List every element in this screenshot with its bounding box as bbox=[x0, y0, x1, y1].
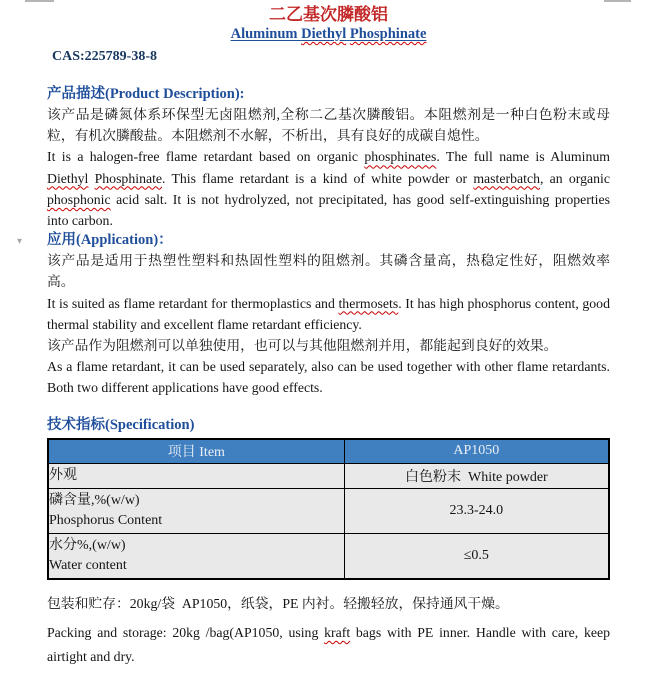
application-paragraph-cn2: 该产品作为阻燃剂可以单独使用，也可以与其他阻燃剂并用，都能起到良好的效果。 bbox=[47, 338, 558, 354]
spec-value: ≤0.5 bbox=[344, 533, 609, 579]
spellcheck-word: thermosets bbox=[338, 295, 399, 311]
table-row bbox=[48, 533, 609, 579]
section-heading-description: 产品描述(Product Description): bbox=[47, 86, 245, 102]
subtitle-spellcheck-word: Phosphinate bbox=[349, 26, 427, 42]
packing-paragraph-cn: 包装和贮存：20kg/袋 AP1050，纸袋，PE 内衬。轻搬轻放，保持通风干燥。 bbox=[47, 595, 509, 611]
table-header-item: 项目 Item bbox=[48, 439, 344, 464]
description-paragraph-cn: 该产品是磷氮体系环保型无卤阻燃剂,全称二乙基次膦酸铝。本阻燃剂是一种白色粉末或母粒，有机次膦酸盐。本阻燃剂不水解，不析出，具有良好的成碳自熄性。 bbox=[47, 107, 610, 144]
spec-name-cn: 水分%,(w/w) bbox=[49, 537, 126, 553]
table-header-row bbox=[48, 439, 609, 464]
application-paragraph-cn1: 该产品是适用于热塑性塑料和热固性塑料的阻燃剂。其磷含量高，热稳定性好，阻燃效率高。 bbox=[47, 253, 610, 290]
cas-number: CAS:225789-38-8 bbox=[52, 49, 157, 64]
subtitle-text: Aluminum bbox=[230, 26, 302, 42]
spec-name-en: Water content bbox=[49, 557, 127, 573]
description-paragraph-en: It is a halogen-free flame retardant based on organic phosphinates. The full name is Aluminum Diethyl Phosphinate. This flame retardant is a kind of white powder or masterbatch, an organic phosphonic acid salt. It is not hydrolyzed, not precipitated, has good self-extinguishing properties into carbon. bbox=[47, 149, 614, 229]
section-heading-specification: 技术指标(Specification) bbox=[47, 416, 195, 433]
table-row bbox=[48, 488, 609, 533]
spec-name-cn: 磷含量,%(w/w) bbox=[49, 492, 140, 508]
spec-name-cn: 外观 bbox=[49, 467, 77, 483]
table-header-grade: AP1050 bbox=[344, 439, 609, 464]
spellcheck-word: Diethyl bbox=[47, 170, 89, 186]
application-paragraph-en1: It is suited as flame retardant for thermoplastics and thermosets. It has high phosphorus content, good thermal stability and excellent flame retardant efficiency. bbox=[47, 295, 614, 332]
spellcheck-word: phosphinates bbox=[364, 149, 437, 165]
specification-table bbox=[47, 438, 610, 580]
spellcheck-word: kraft bbox=[324, 624, 351, 640]
collapse-arrow-icon: ▾ bbox=[17, 236, 23, 247]
table-row bbox=[48, 463, 609, 488]
application-paragraph-en2: As a flame retardant, it can be used separately, also can be used together with other flame retardants. Both two different applications have good effects. bbox=[47, 359, 614, 396]
spellcheck-word: Phosphinate bbox=[94, 170, 163, 186]
page-subtitle bbox=[47, 26, 610, 43]
document-content bbox=[47, 0, 614, 669]
spellcheck-word: phosphonic bbox=[47, 191, 111, 207]
spec-value: 23.3-24.0 bbox=[344, 488, 609, 533]
spec-value: 白色粉末 White powder bbox=[344, 463, 609, 488]
spec-name-en: Phosphorus Content bbox=[49, 512, 163, 528]
section-heading-application: 应用(Application)： bbox=[47, 232, 173, 249]
subtitle-spellcheck-word: Diethyl bbox=[301, 26, 347, 42]
spellcheck-word: masterbatch bbox=[473, 170, 540, 186]
page-title: 二乙基次膦酸铝 bbox=[269, 5, 388, 24]
packing-paragraph-en: Packing and storage: 20kg /bag(AP1050, using kraft bags with PE inner. Handle with care, keep airtight and dry. bbox=[47, 624, 614, 664]
